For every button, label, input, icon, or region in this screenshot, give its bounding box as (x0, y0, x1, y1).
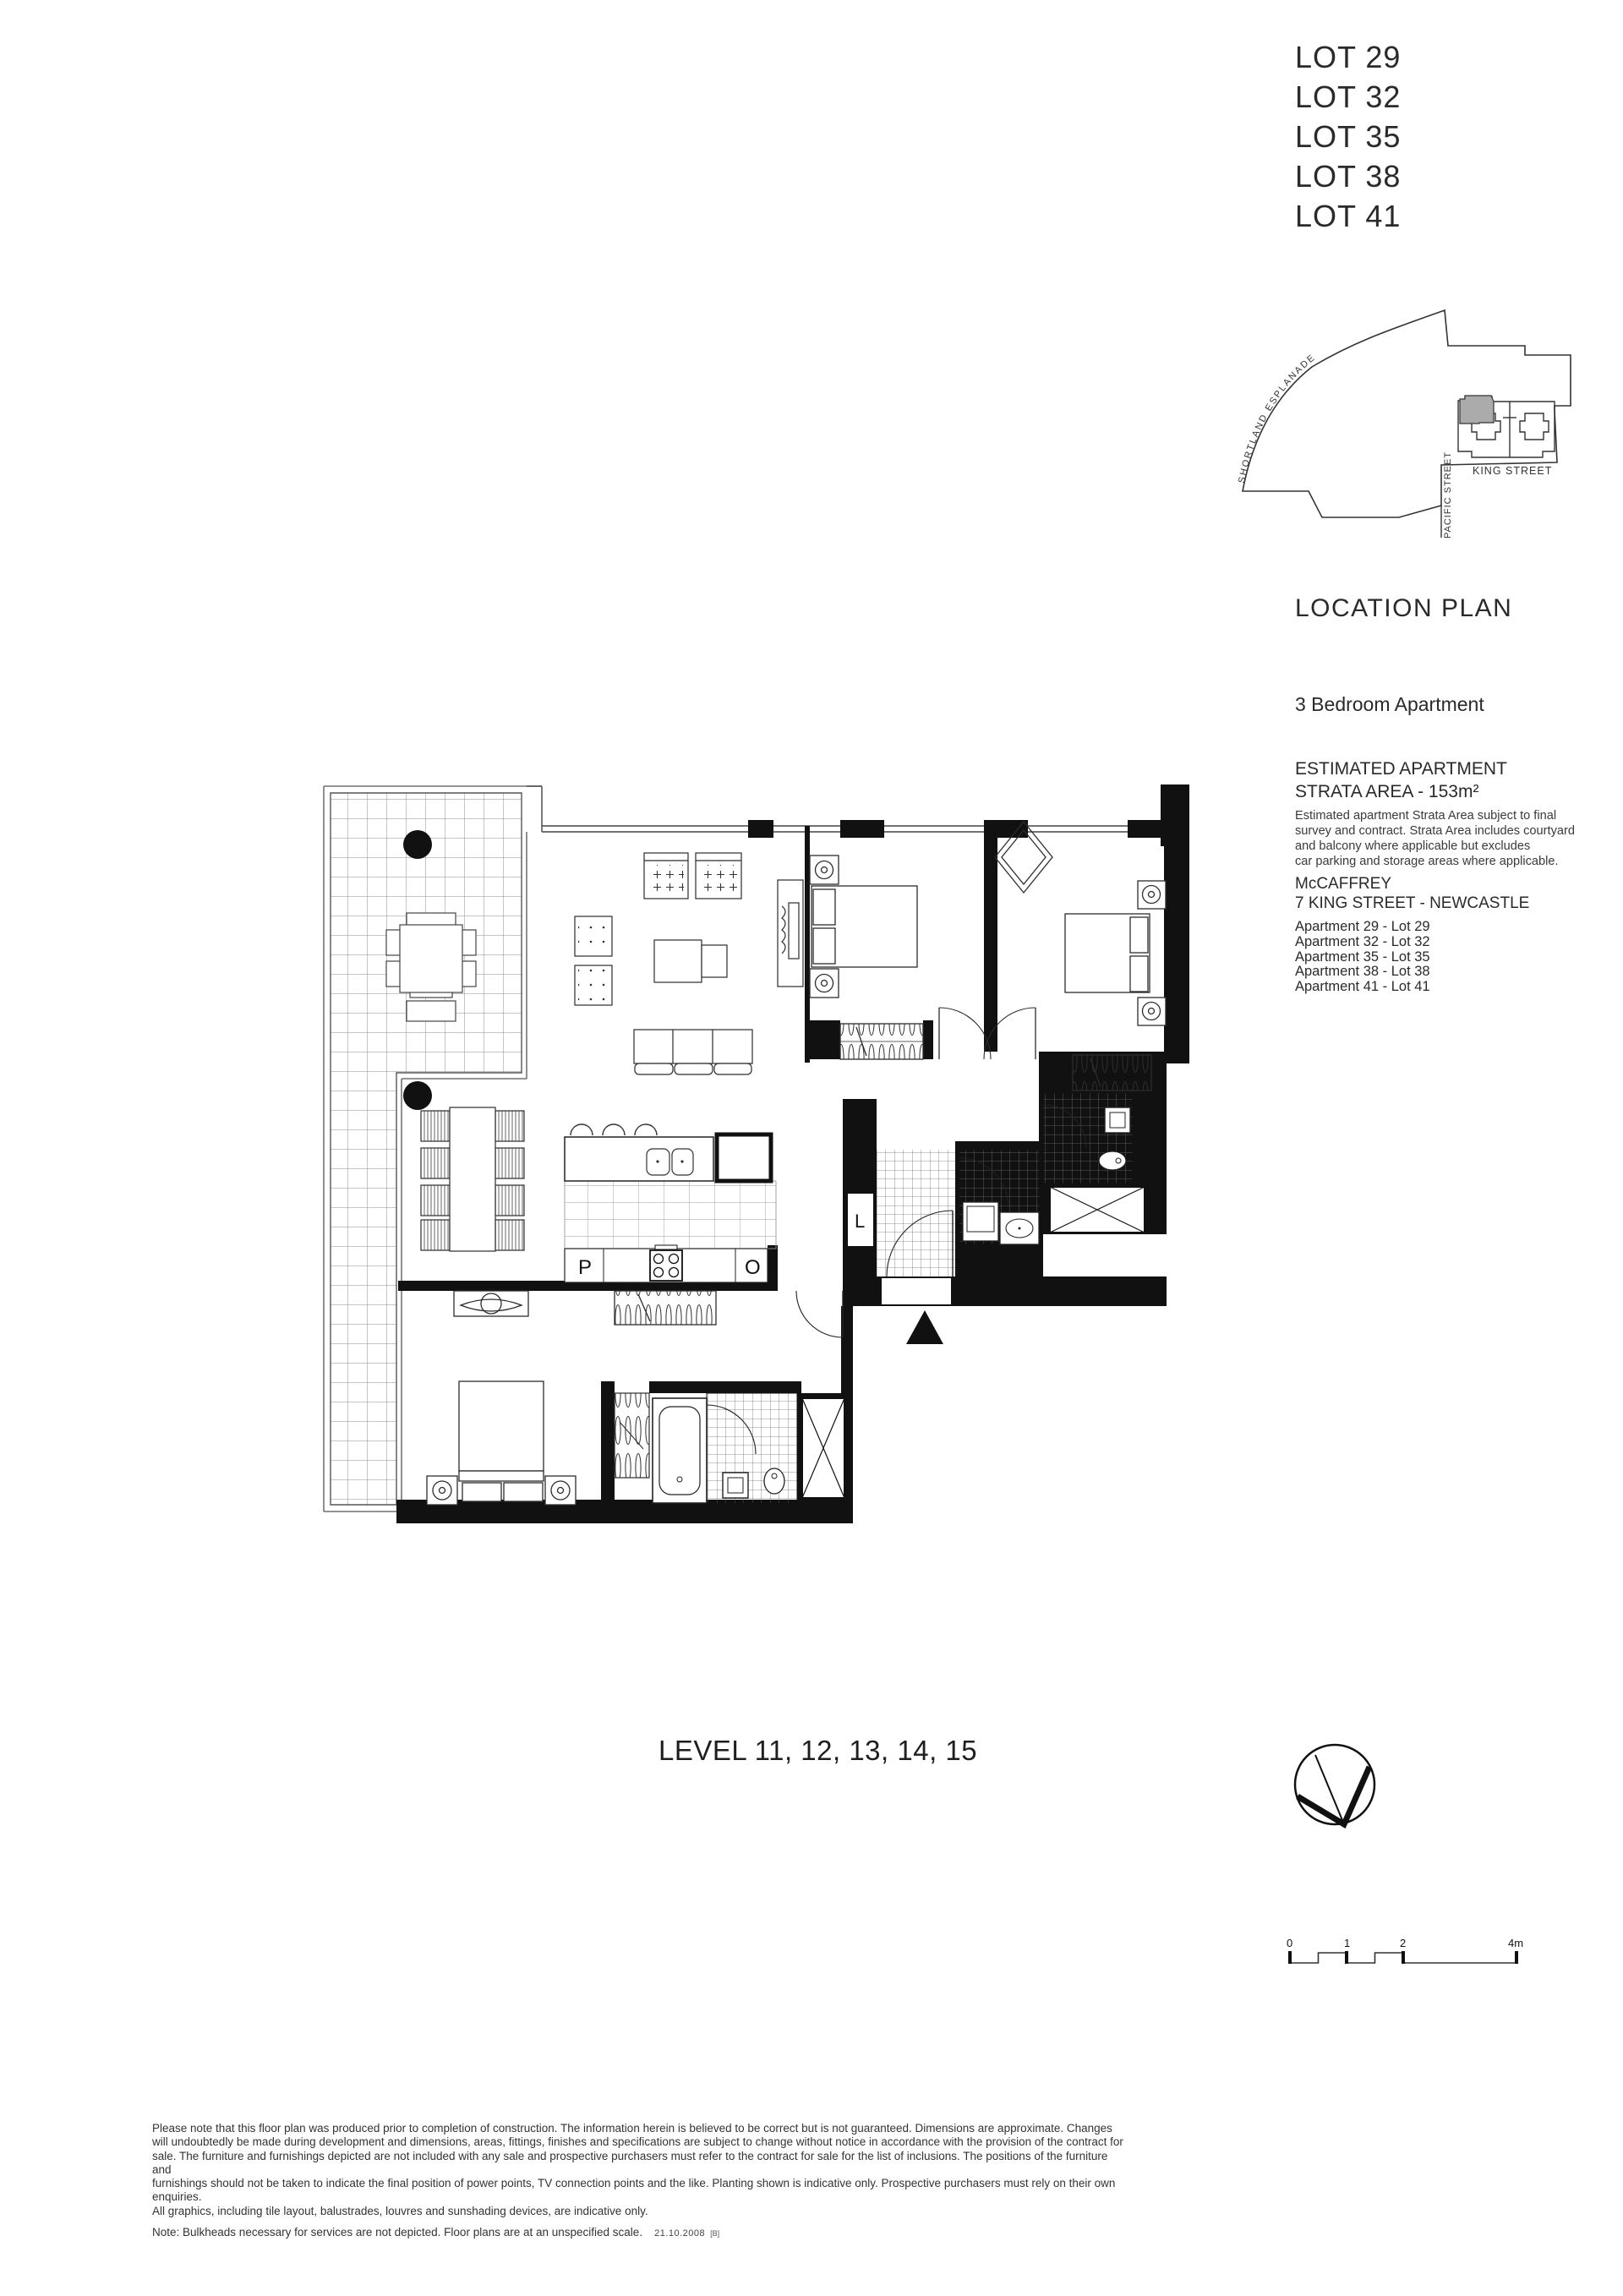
laundry (959, 1150, 1040, 1244)
armchair (654, 940, 702, 982)
dining-table (450, 1107, 495, 1251)
tv-unit-living (778, 880, 803, 987)
living-room (575, 853, 752, 1074)
bed (459, 1381, 544, 1471)
column (403, 1081, 432, 1110)
lot-item: LOT 35 (1295, 119, 1402, 154)
apartment-lot-item: Apartment 35 - Lot 35 (1295, 948, 1430, 965)
street-label-king: KING STREET (1473, 465, 1553, 477)
disclaimer-line: Please note that this floor plan was produced prior to completion of construction. The information herein is believed to be correct but is not guaranteed. Dimensions are approximate. Changes (152, 2122, 1112, 2135)
service-shaft (802, 1398, 844, 1498)
hall-vestibule (810, 1059, 1039, 1099)
disclaimer (152, 2122, 1124, 2240)
scale-label-0: 0 (1287, 1937, 1293, 1949)
street-label-shortland: SHORTLAND ESPLANADE (1237, 352, 1318, 484)
highlighted-unit (1460, 396, 1494, 424)
scale-label-2: 2 (1400, 1937, 1407, 1949)
apartment-lot-list (1295, 920, 1430, 995)
street-label-pacific: PACIFIC STREET (1443, 451, 1453, 538)
disclaimer-line: furnishings should not be taken to indicate the final position of power points, TV connection points and the like. Planting shown is indicative only. Prospective purchasers must rely on their own enquiries. (152, 2177, 1116, 2204)
disclaimer-line: sale. The furniture and furnishings depicted are not included with any sale and prospective purchasers must refer to the contract for sale for the list of inclusions. The positions of the furniture and (152, 2149, 1108, 2176)
strata-area-note (1295, 808, 1575, 869)
location-plan-map (1219, 291, 1591, 570)
ensuite (1043, 1093, 1133, 1184)
oven-label: O (745, 1256, 761, 1279)
floor-plan-drawing (309, 779, 1196, 1553)
entry-zone (848, 1093, 1145, 1344)
window-band (527, 786, 1166, 838)
column (403, 830, 432, 859)
disclaimer-line: will undoubtedly be made during development and dimensions, areas, fittings, finishes and specifications are subject to change without notice in accordance with the provision of the contract for (152, 2135, 1123, 2149)
dining-area (421, 1107, 524, 1251)
building-name: McCAFFREY (1295, 875, 1391, 893)
door-swing (939, 1008, 991, 1059)
kitchen (565, 1124, 776, 1282)
note-line (152, 2226, 1124, 2240)
apartment-lot-item: Apartment 32 - Lot 32 (1295, 933, 1430, 949)
stools (571, 1124, 657, 1135)
building-address-block (1295, 874, 1529, 913)
strata-heading-line1: ESTIMATED APARTMENT (1295, 759, 1507, 779)
linen-label: L (855, 1211, 866, 1232)
wardrobe (1073, 1055, 1151, 1091)
building-address: 7 KING STREET - NEWCASTLE (1295, 894, 1530, 912)
service-shaft (1050, 1187, 1145, 1233)
strata-note-line: survey and contract. Strata Area includes courtyard (1295, 824, 1575, 838)
cooktop (650, 1245, 682, 1281)
toilet (764, 1468, 784, 1494)
tv-unit-master (454, 1291, 528, 1316)
sofa (634, 1030, 752, 1074)
scale-bar (1280, 1934, 1533, 1978)
bathtub (653, 1398, 707, 1503)
entry-hall (877, 1150, 955, 1276)
pantry-label: P (578, 1256, 593, 1279)
bedroom-2 (984, 822, 1166, 1091)
toilet (1099, 1151, 1126, 1170)
apartment-lot-item: Apartment 38 - Lot 38 (1295, 964, 1430, 980)
site-boundary (1243, 310, 1571, 517)
level-label: LEVEL 11, 12, 13, 14, 15 (658, 1735, 978, 1766)
strata-heading-line2: STRATA AREA - 153m² (1295, 782, 1479, 801)
main-bathroom (615, 1393, 844, 1503)
disclaimer-line: All graphics, including tile layout, balustrades, louvres and sunshading devices, are indicative only. (152, 2204, 648, 2217)
wardrobe (615, 1291, 716, 1325)
note-date: 21.10.2008 (654, 2228, 706, 2239)
location-plan-title: LOCATION PLAN (1295, 594, 1513, 622)
north-arrow (1288, 1738, 1385, 1835)
note-text: Note: Bulkheads necessary for services are not depicted. Floor plans are at an unspecified scale. (152, 2226, 643, 2239)
scale-label-1: 1 (1344, 1937, 1351, 1949)
note-revision: [B] (710, 2229, 720, 2239)
fridge (717, 1134, 771, 1181)
strata-note-line: Estimated apartment Strata Area subject to final (1295, 809, 1557, 823)
strata-note-line: car parking and storage areas where applicable. (1295, 855, 1559, 868)
lot-list (1295, 37, 1401, 236)
lot-item: LOT 38 (1295, 159, 1402, 194)
entry-arrow (906, 1310, 943, 1344)
apartment-lot-item: Apartment 29 - Lot 29 (1295, 919, 1430, 934)
lot-item: LOT 41 (1295, 199, 1402, 233)
apartment-lot-item: Apartment 41 - Lot 41 (1295, 979, 1430, 995)
strata-area-heading (1295, 757, 1507, 803)
corridor-door-swing (796, 1291, 843, 1337)
scale-label-4m: 4m (1508, 1937, 1524, 1949)
apartment-type-label: 3 Bedroom Apartment (1295, 693, 1484, 715)
lot-item: LOT 29 (1295, 40, 1402, 74)
strata-note-line: and balcony where applicable but excludes (1295, 839, 1531, 853)
lot-item: LOT 32 (1295, 79, 1402, 114)
